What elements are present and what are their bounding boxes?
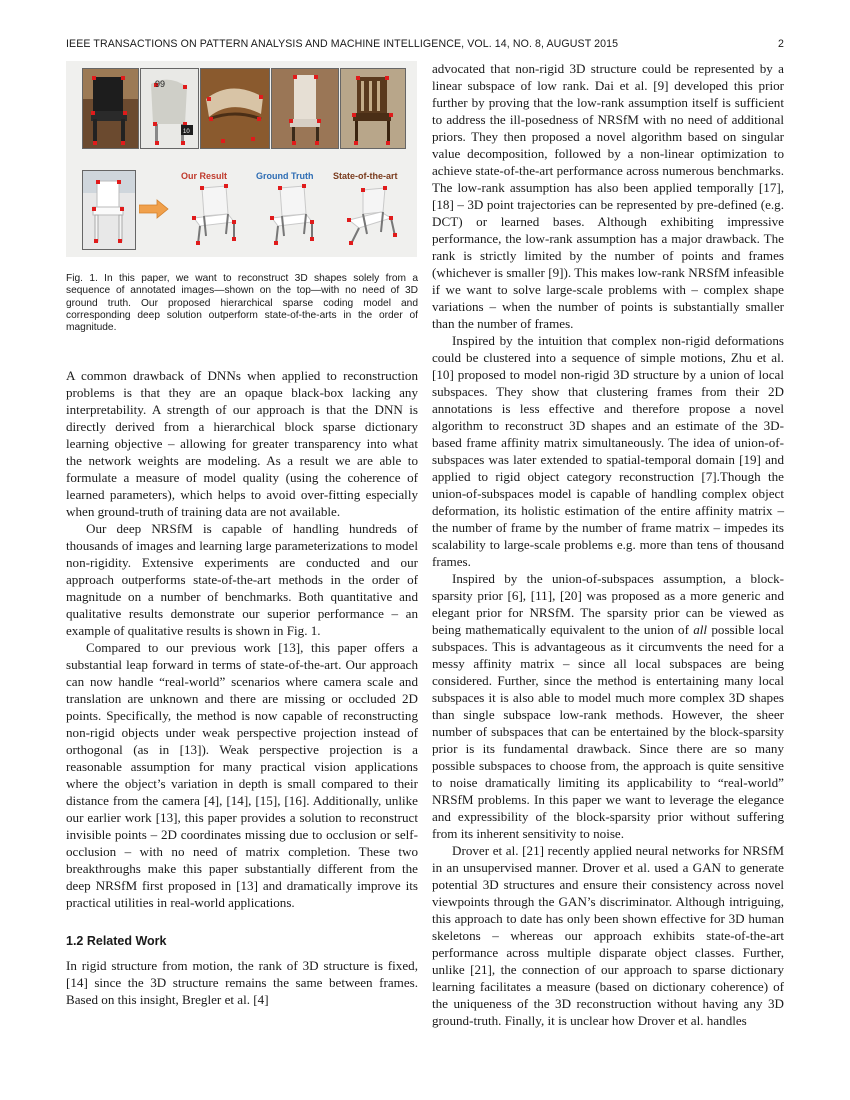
chair-photo-5 xyxy=(340,68,406,149)
left-column xyxy=(66,367,418,1008)
chair-photo-1 xyxy=(82,68,139,149)
paragraph: Drover et al. [21] recently applied neural networks for NRSfM in an unsupervised manner. Drover et al. used a GAN to generate potential 3D structures and ensure their consistency across novel viewpoints through the GAN’s discriminator. Although intriguing, this approach to date has only been shown effective for 3D human skeletons – whereas our approach exhibits state-of-the-art performance across multiple disparate object classes. Further, unlike [21], the connection of our approach to sparse dictionary learning facilitates a measure (based on dictionary coherence) of the uniqueness of the 3D reconstruction without having any 3D ground-truth. Finally, it is unclear how Drover et al. handles xyxy=(432,843,784,1028)
paragraph: A common drawback of DNNs when applied to reconstruction problems is that they are an opaque black-box lacking any interpretability. A strength of our approach is that the DNN is directly derived from a hierarchical block sparse dictionary learning objective – allowing for greater transparency into what the network weights are modeling. As a result we are able to formulate a measure of model quality (using the coherence of learned parameters), which helps to avoid over-fitting especially when ground-truth of training data are not available. xyxy=(66,368,418,519)
paragraph: In rigid structure from motion, the rank of 3D structure is fixed, [14] since the 3D structure remains the same between frames. Based on this insight, Bregler et al. [4] xyxy=(66,958,418,1007)
journal-title: IEEE TRANSACTIONS ON PATTERN ANALYSIS AND MACHINE INTELLIGENCE, VOL. 14, NO. 8, AUGUST 2015 xyxy=(66,38,619,50)
render-ground-truth xyxy=(262,184,320,246)
arrow-right-icon xyxy=(139,199,169,219)
chair-photo-3 xyxy=(200,68,270,149)
text-span: possible local subspaces. This is advantageous as it circumvents the need for a messy affinity matrix – since all local subspaces are being considered. Further, since the method is entertaining many local subspaces it is also able to model much more complex 3D shapes than single subspace low-rank methods. However, the sheer number of subspaces that can be entertained by the block-sparsity prior is its fundamental drawback. Since there are so many possible subspaces to choose from, the approach is quite sensitive to noise dramatically limiting its applicability to “real-world” NRSfM problems. In this paper we want to leverage the elegance and expressibility of the block-sparsity prior without suffering from its inherent sensitivity to noise. xyxy=(432,622,784,841)
chair-photo-4 xyxy=(271,68,339,149)
render-state-of-the-art xyxy=(341,184,399,246)
input-chair-photo xyxy=(82,170,136,250)
page-number: 2 xyxy=(778,38,784,50)
paragraph-block-sparsity xyxy=(432,570,784,842)
label-state-of-the-art: State-of-the-art xyxy=(333,171,398,181)
chair-photo-1-image xyxy=(83,69,138,148)
right-column xyxy=(432,60,784,1029)
chair-photo-5-image xyxy=(341,69,405,148)
chair-photo-2 xyxy=(140,68,199,149)
photo-2-small-tag: 10 xyxy=(183,129,190,135)
section-heading-related-work: 1.2 Related Work xyxy=(66,934,167,948)
paragraph: advocated that non-rigid 3D structure could be represented by a linear subspace of low rank. Dai et al. [9] developed this prior further by proving that the low-rank assumption itself is sufficient to address the ill-posedness of NRSfM with no need of additional priors. They then proposed a novel algorithm based on singular value decomposition, followed by a non-linear optimization to achieve state-of-the-art performance across numerous benchmarks. The low-rank assumption has also been applied temporally [17], [18] – 3D point trajectories can be represented by pre-defined (e.g. DCT) or learned bases. Although exhibiting impressive performance, the low-rank assumption has a major drawback. The rank is strictly limited by the number of points and frames (whichever is smaller [9]). This makes low-rank NRSfM infeasible if we want to solve large-scale problems with – complex shape variations – when the number of points is substantially smaller than the number of frames. xyxy=(432,61,784,331)
text-span: Inspired by the union-of-subspaces assumption, a block-sparsity prior [6], [11], [20] was proposed as a more generic and elegant prior for NRSfM. The sparsity prior can be viewed as being mathematically equivalent to the union of xyxy=(432,571,784,637)
figure-1 xyxy=(66,61,417,257)
paragraph: Inspired by the intuition that complex non-rigid deformations could be clustered into a sequence of simple motions, Zhu et al. [10] proposed to model non-rigid 3D structure by a union of local subspaces. They show that clustering frames from their 2D annotations is less effective and therefore propose a novel algorithm to reconstruct 3D shapes and an estimate of the 3D-based frame affinity matrix simultaneously. The idea of union-of-subspaces was later extended to spatial-temporal domain [19] and applied to rigid object category reconstruction [7].Though the union-of-subspaces model is capable of handling complex object deformation, its holistic estimation of the entire affinity matrix – the number of frame by the number of frame matrix – impedes its scalability to large-scale problems e.g. more than tens of thousand frames. xyxy=(432,333,784,569)
input-chair-image xyxy=(83,171,135,249)
chair-photo-3-image xyxy=(201,69,269,148)
emphasis-all: all xyxy=(693,622,708,637)
chair-photo-4-image xyxy=(272,69,338,148)
label-ground-truth: Ground Truth xyxy=(256,171,314,181)
paragraph: Our deep NRSfM is capable of handling hundreds of thousands of images and learning large parameterizations to model non-rigidity. Extensive experiments are conducted and our approach outperforms state-of-the-art methods in the order of magnitude on a number of benchmarks. Both quantitative and qualitative results demonstrate our superior performance – an example of qualitative results is shown in Fig. 1. xyxy=(66,521,418,638)
paragraph: Compared to our previous work [13], this paper offers a substantial leap forward in terms of state-of-the-art. Our approach can now handle “real-world” scenarios where camera scale and translation are unknown and there are missing or occluded 2D points. Specifically, the method is now capable of reconstructing non-rigid objects under weak perspective projection instead of orthogonal (as in [13]). Weak perspective projection is a reasonable assumption for many practical vision applications where the object’s variation in depth is small compared to their distance from the camera [4], [14], [15], [16]. Additionally, unlike our earlier work [13], this paper provides a solution to reconstruct invisible points – 2D coordinates missing due to occlusion or self-occlusion – with no need of matrix completion. These two breakthroughs make this paper substantially different from the deep NRSfM first proposed in [13] and dramatically improve its practical utilities in real-world applications. xyxy=(66,640,418,910)
label-our-result: Our Result xyxy=(181,171,228,181)
running-header xyxy=(66,38,784,52)
photo-2-tag: 99 xyxy=(155,79,166,89)
chair-photo-2-image xyxy=(141,69,198,148)
render-our-result xyxy=(184,184,242,246)
figure-caption: Fig. 1. In this paper, we want to reconstruct 3D shapes solely from a sequence of annotated images—shown on the top—with no need of 3D ground truth. Our proposed hierarchical sparse coding model and corresponding deep solution outperform state-of-the-arts in the order of magnitude. xyxy=(66,273,418,334)
